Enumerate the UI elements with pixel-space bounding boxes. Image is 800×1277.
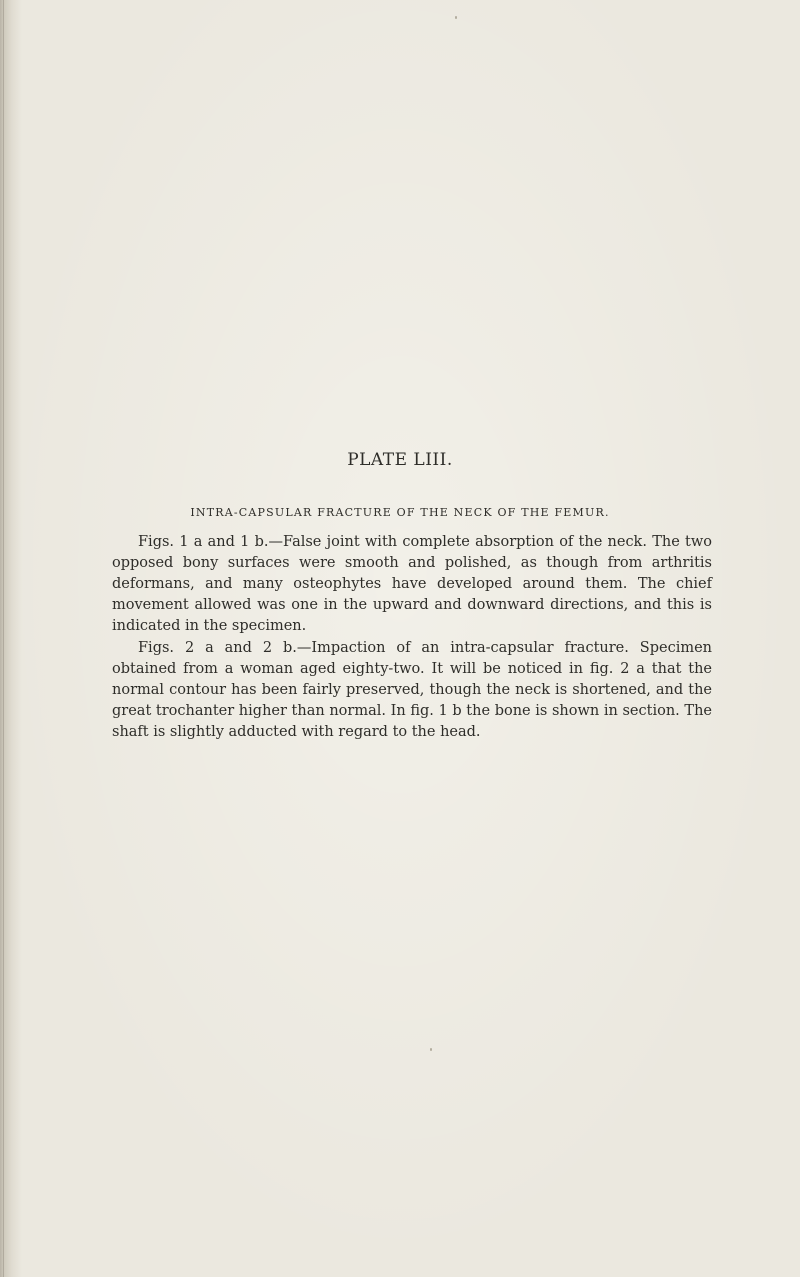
plate-subtitle: INTRA-CAPSULAR FRACTURE OF THE NECK OF THE FEMUR. <box>190 506 610 519</box>
binding-line <box>3 0 4 1277</box>
paper-speck <box>430 1048 432 1051</box>
plate-title: PLATE LIII. <box>347 450 453 470</box>
description-paragraph-figs-2: Figs. 2 a and 2 b.—Impaction of an intra-capsular fracture. Specimen obtained from a woman aged eighty-two. It will be noticed in fig. 2 a that the normal contour has been fairly preserved, though the neck is shortened, and the great trochanter higher than normal. In fig. 1 b the bone is shown in section. The shaft is slightly adducted with regard to the head. <box>112 640 712 740</box>
paper-speck <box>455 16 457 19</box>
description-paragraph-figs-1: Figs. 1 a and 1 b.—False joint with complete absorption of the neck. The two opposed bony surfaces were smooth and polished, as though from arthritis deformans, and many osteophytes have developed around them. The chief movement allowed was one in the upward and downward directions, and this is indicated in the specimen. <box>112 534 712 634</box>
